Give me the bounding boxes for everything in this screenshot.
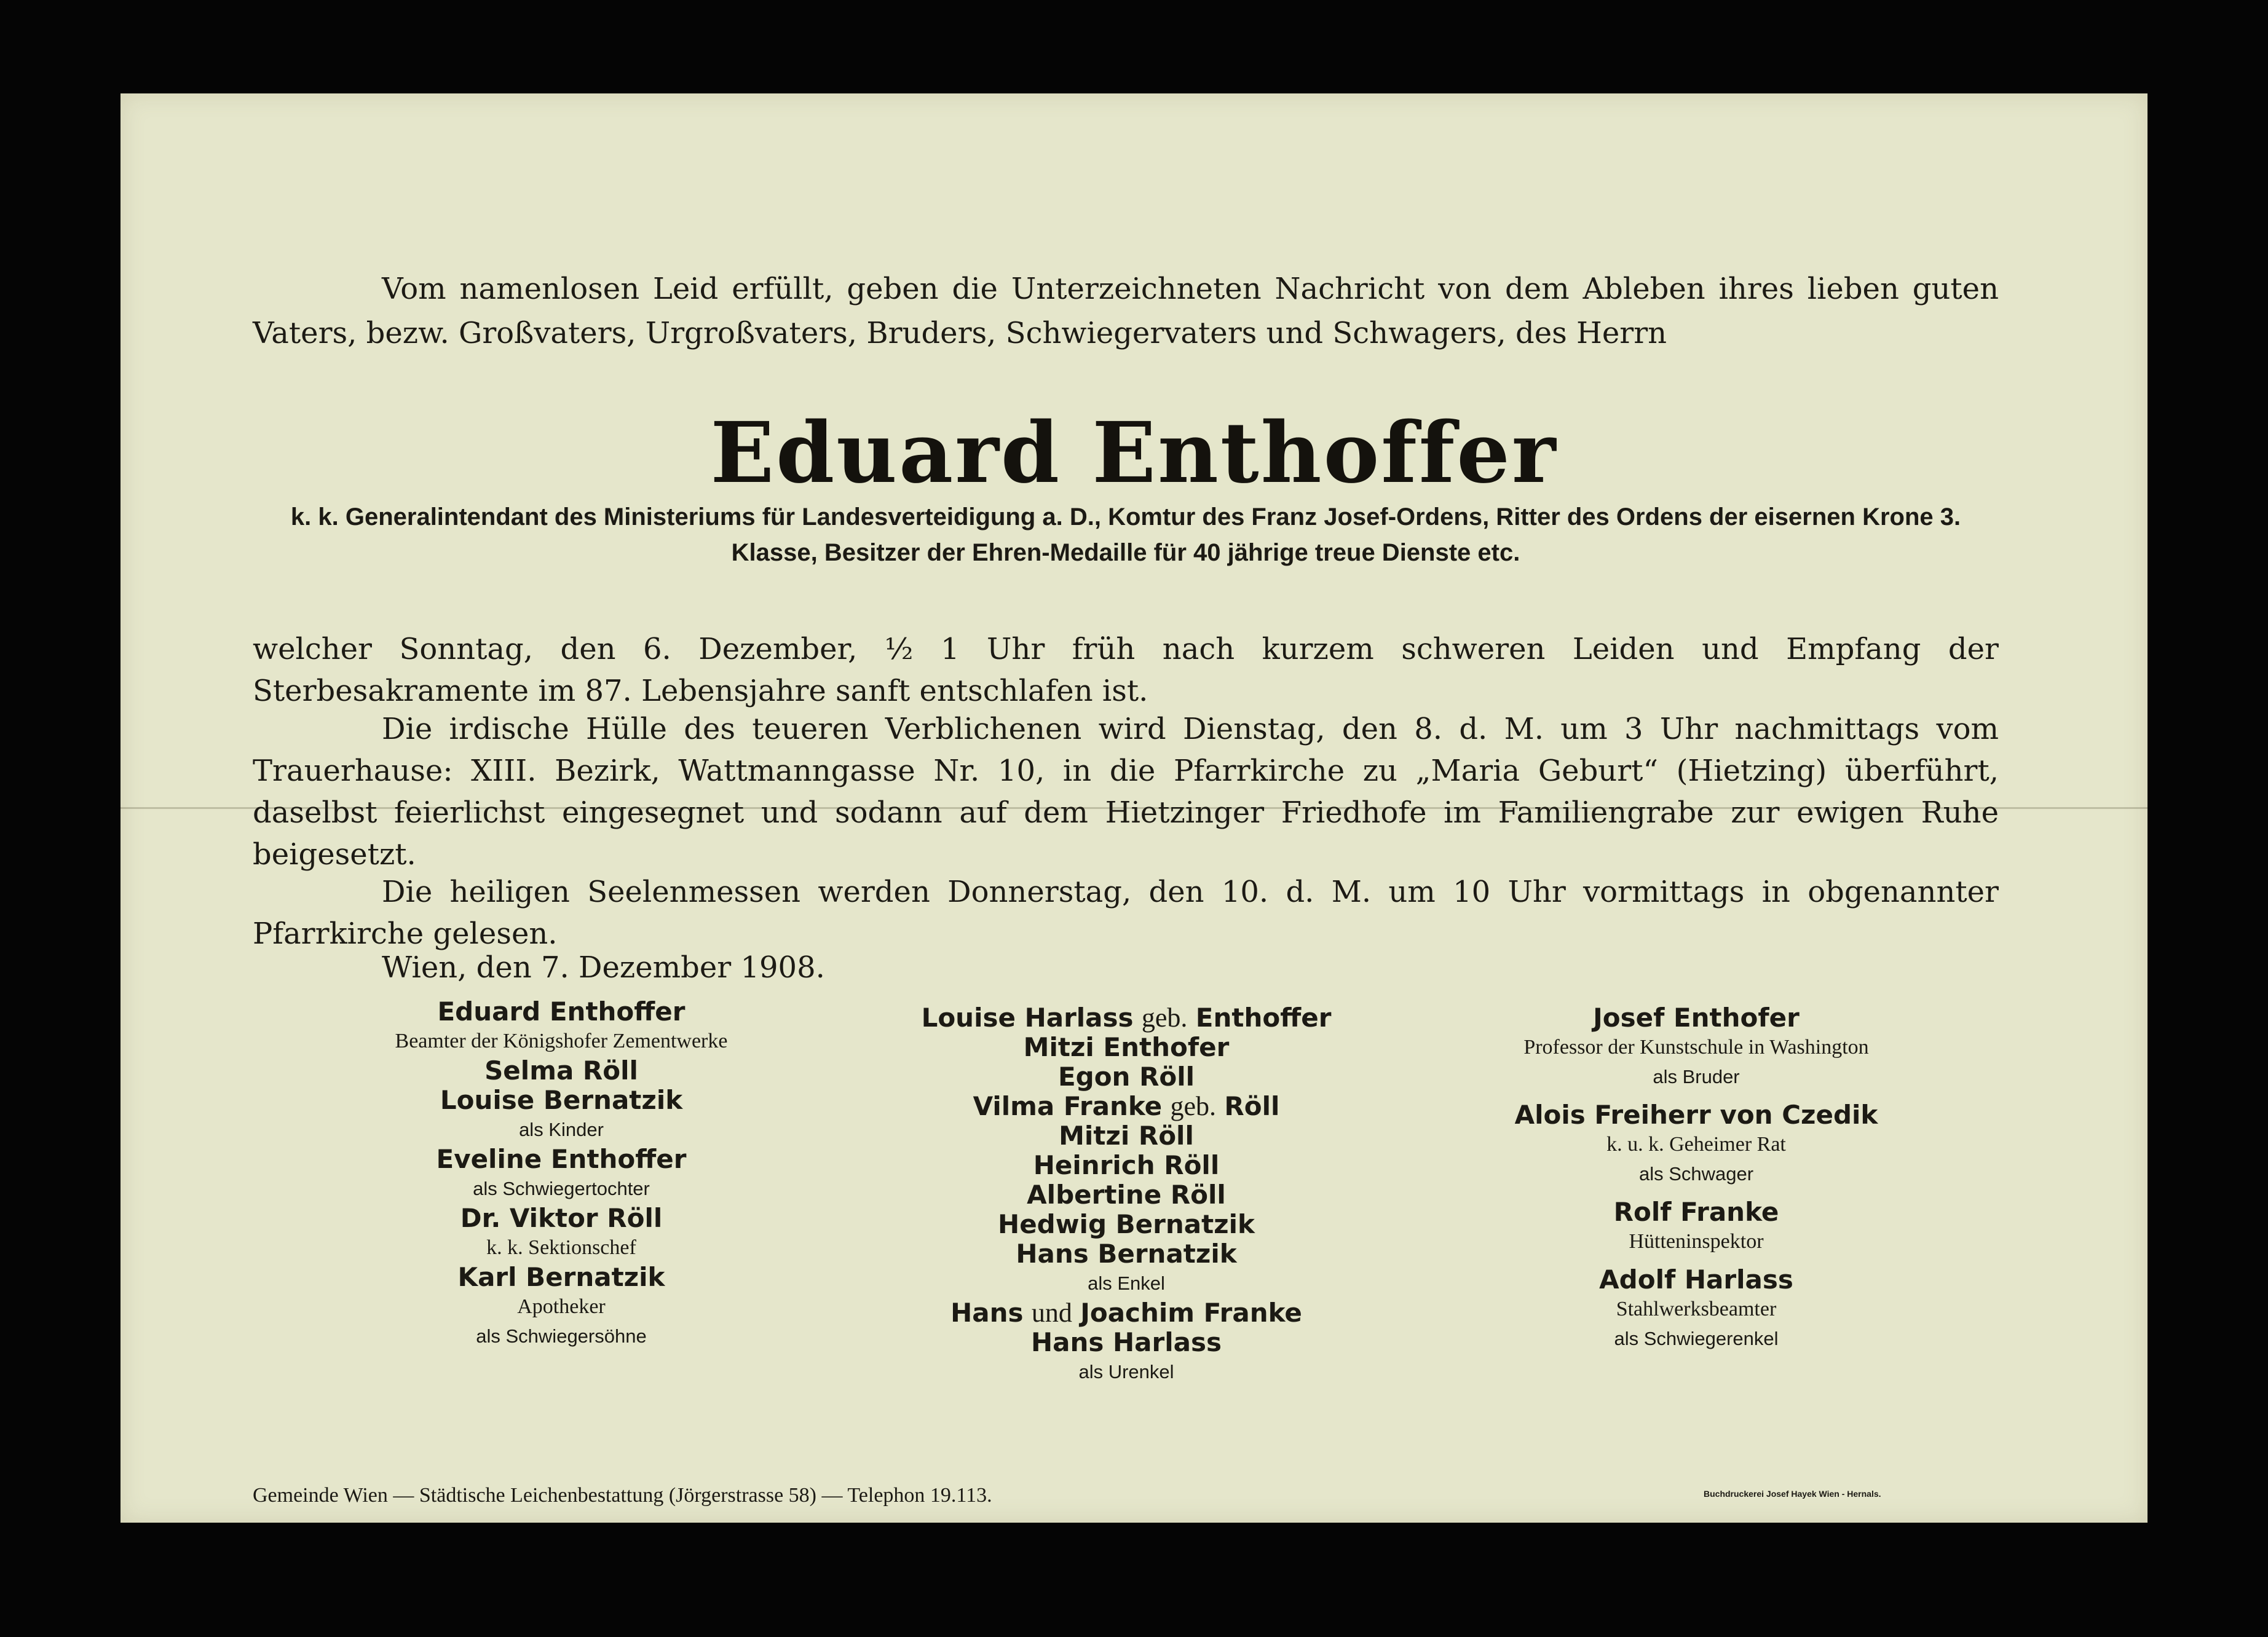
intro-paragraph [253,267,1999,355]
signatory-relation: als Urenkel [1078,1361,1174,1383]
mass-paragraph: Die heiligen Seelenmessen werden Donnerstag, den 10. d. M. um 10 Uhr vormittags in obgenannter Pfarrkirche gelesen. [253,875,1999,951]
signatory-name: Dr. Viktor Röll [460,1203,663,1233]
signatory-name-connector: und [1031,1298,1072,1328]
signatory-name: Hans Bernatzik [1016,1239,1237,1269]
deceased-titles: k. k. Generalintendant des Ministeriums für Landesverteidigung a. D., Komtur des Franz Josef-Ordens, Ritter des Ordens der eisernen Krone 3. Klasse, Besitzer der Ehren-Medaille für 40 jährige treue Dienste etc. [290,503,1961,566]
signatory-name: Eveline Enthoffer [436,1144,687,1174]
signatory-name: Karl Bernatzik [457,1262,665,1292]
signatory-role: Hütteninspektor [1629,1230,1764,1253]
signatory-name: Eduard Enthoffer [437,996,686,1027]
signatory-relation: als Kinder [519,1119,604,1140]
signatory-name-connector: geb. [1170,1091,1217,1121]
signatory-name [819,1003,1434,1033]
intro-text: Vom namenlosen Leid erfüllt, geben die Unterzeichneten Nachricht von dem Ableben ihres lieben guten Vaters, bezw. Großvaters, Urgroßvaters, Bruders, Schwiegervaters und Schwagers, des Herrn [253,272,1999,350]
funeral-paragraph: Die irdische Hülle des teueren Verblichenen wird Dienstag, den 8. d. M. um 3 Uhr nachmittags vom Trauerhause: XIII. Bezirk, Wattmanngasse Nr. 10, in die Pfarrkirche zu „Maria Geburt“ (Hietzing) überführt, daselbst feierlichst eingesegnet und sodann auf dem Hietzinger Friedhofe im Familiengrabe zur ewigen Ruhe beigesetzt. [253,712,1999,872]
signatory-name: Heinrich Röll [1033,1150,1220,1180]
signatory-role: Professor der Kunstschule in Washington [1523,1036,1869,1059]
signatory-name-connector: geb. [1141,1003,1188,1033]
signatory-role: Stahlwerksbeamter [1616,1298,1777,1320]
signatory-name: Louise Bernatzik [440,1085,683,1115]
signatory-name [819,1298,1434,1328]
signatory-relation: als Bruder [1653,1066,1740,1087]
place-date: Wien, den 7. Dezember 1908. [382,950,825,985]
signatory-name: Alois Freiherr von Czedik [1514,1100,1878,1130]
printer-imprint: Buchdruckerei Josef Hayek Wien - Hernals. [1704,1489,1881,1499]
signatory-relation: als Enkel [1088,1272,1165,1294]
signatory-name: Josef Enthofer [1593,1003,1800,1033]
signatory-name: Hans Harlass [1031,1327,1222,1357]
signatory-name-part: Enthoffer [1195,1003,1332,1033]
signatories-column-3 [1389,1003,2004,1354]
signatory-relation: als Schwiegertochter [473,1178,650,1199]
undertaker-footer: Gemeinde Wien — Städtische Leichenbestattung (Jörgerstrasse 58) — Telephon 19.113. [253,1484,992,1507]
signatory-name: Rolf Franke [1613,1197,1779,1227]
deceased-name: Eduard Enthoffer [710,404,1558,502]
signatory-name-part: Vilma Franke [973,1091,1163,1121]
signatory-relation: als Schwiegersöhne [476,1325,647,1347]
death-paragraph: welcher Sonntag, den 6. Dezember, ½ 1 Uhr früh nach kurzem schweren Leiden und Empfang der Sterbesakramente im 87. Lebensjahre sanft entschlafen ist. [253,632,1999,708]
signatory-name-part: Joachim Franke [1080,1298,1302,1328]
signatories-column-1 [254,997,869,1351]
signatory-name: Albertine Röll [1027,1180,1226,1210]
signatory-relation: als Schwiegerenkel [1614,1328,1779,1349]
signatory-role: Beamter der Königshofer Zementwerke [395,1030,728,1052]
signatory-name: Adolf Harlass [1599,1264,1793,1295]
signatory-name: Selma Röll [484,1055,638,1086]
signatory-name [819,1092,1434,1121]
signatory-relation: als Schwager [1638,1163,1754,1185]
signatories-column-2 [819,1003,1434,1387]
signatory-name: Mitzi Röll [1059,1121,1194,1151]
signatory-name-part: Louise Harlass [921,1003,1134,1033]
signatory-role: k. k. Sektionschef [486,1236,636,1259]
obituary-notice [121,93,2147,1523]
signatory-name-part: Röll [1224,1091,1280,1121]
signatory-name: Mitzi Enthofer [1023,1032,1230,1062]
signatory-role: k. u. k. Geheimer Rat [1606,1133,1786,1156]
signatory-name: Egon Röll [1057,1062,1195,1092]
signatory-name: Hedwig Bernatzik [998,1209,1255,1239]
signatory-name-part: Hans [950,1298,1024,1328]
signatory-role: Apotheker [517,1295,606,1318]
